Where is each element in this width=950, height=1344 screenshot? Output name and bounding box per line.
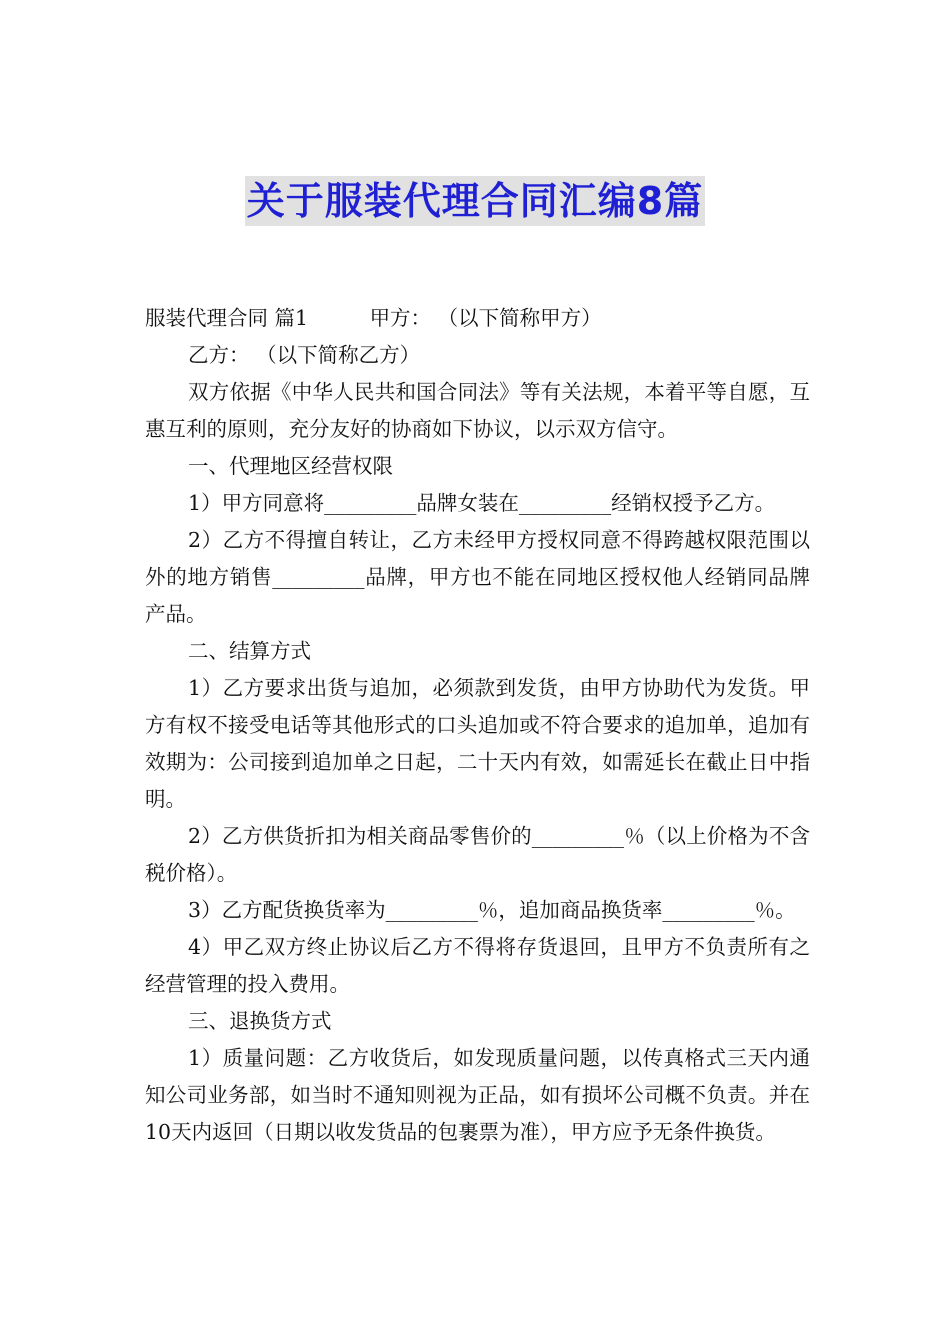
paragraph: 2）乙方不得擅自转让，乙方未经甲方授权同意不得跨越权限范围以外的地方销售_________品牌，甲方也不能在同地区授权他人经销同品牌产品。 — [145, 528, 810, 626]
title-container — [0, 176, 950, 226]
section-heading: 三、退换货方式 — [188, 1009, 332, 1033]
paragraph: 1）乙方要求出货与追加，必须款到发货，由甲方协助代为发货。甲方有权不接受电话等其他形式的口头追加或不符合要求的追加单，追加有效期为：公司接到追加单之日起，二十天内有效，如需延长在截止日中指明。 — [145, 676, 810, 811]
section-heading: 二、结算方式 — [188, 639, 312, 663]
paragraph: 4）甲乙双方终止协议后乙方不得将存货退回，且甲方不负责所有之经营管理的投入费用。 — [145, 935, 810, 996]
document-body — [145, 300, 810, 1151]
paragraph: 1）质量问题：乙方收货后，如发现质量问题，以传真格式三天内通知公司业务部，如当时不通知则视为正品，如有损坏公司概不负责。并在10天内返回（日期以收发货品的包裹票为准），甲方应予无条件换货。 — [145, 1046, 810, 1144]
party-a-line: 甲方： （以下简称甲方） — [369, 306, 602, 330]
document-title: 关于服装代理合同汇编8篇 — [245, 176, 705, 226]
contract-heading: 服装代理合同 篇1 — [145, 306, 309, 330]
section-heading: 一、代理地区经营权限 — [188, 454, 394, 478]
paragraph: 双方依据《中华人民共和国合同法》等有关法规，本着平等自愿，互惠互利的原则，充分友好的协商如下协议，以示双方信守。 — [145, 380, 810, 441]
party-b-line: 乙方： （以下简称乙方） — [188, 343, 421, 367]
paragraph: 3）乙方配货换货率为_________％，追加商品换货率_________％。 — [188, 898, 796, 922]
intro-line — [145, 300, 810, 337]
paragraph: 2）乙方供货折扣为相关商品零售价的_________％（以上价格为不含税价格）。 — [145, 824, 810, 885]
paragraph: 1）甲方同意将_________品牌女装在_________经销权授予乙方。 — [188, 491, 776, 515]
